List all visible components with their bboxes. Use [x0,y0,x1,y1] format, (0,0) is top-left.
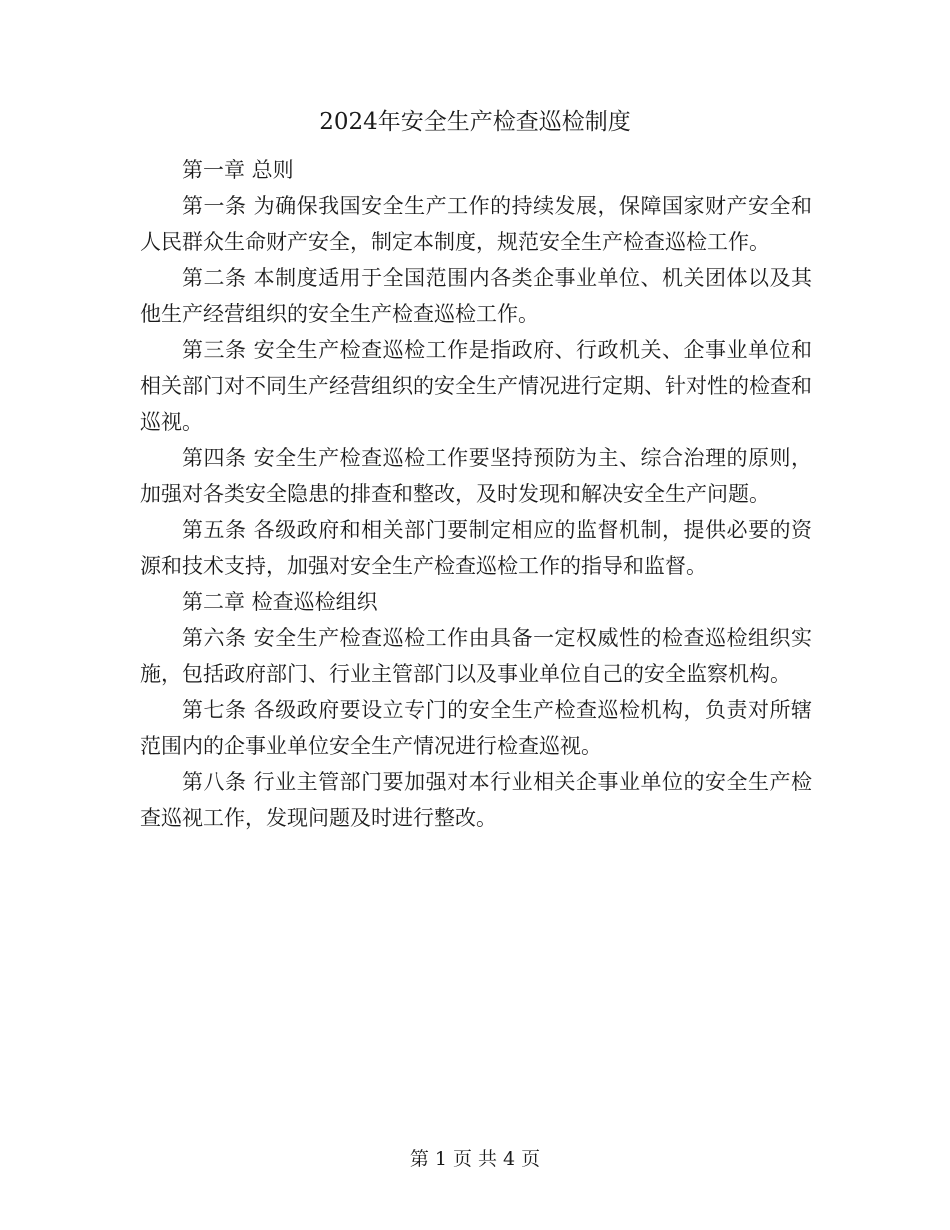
page-number-footer: 第 1 页 共 4 页 [409,1148,541,1170]
document-body [140,152,812,836]
article-paragraph: 第一条 为确保我国安全生产工作的持续发展，保障国家财产安全和人民群众生命财产安全，制定本制度，规范安全生产检查巡检工作。 [140,194,812,254]
article-paragraph: 第四条 安全生产检查巡检工作要坚持预防为主、综合治理的原则，加强对各类安全隐患的排查和整改，及时发现和解决安全生产问题。 [140,446,812,506]
article-paragraph: 第六条 安全生产检查巡检工作由具备一定权威性的检查巡检组织实施，包括政府部门、行业主管部门以及事业单位自己的安全监察机构。 [140,626,812,686]
article-paragraph: 第七条 各级政府要设立专门的安全生产检查巡检机构，负责对所辖范围内的企事业单位安全生产情况进行检查巡视。 [140,698,812,758]
chapter-heading: 第二章 检查巡检组织 [182,590,378,614]
article-paragraph: 第三条 安全生产检查巡检工作是指政府、行政机关、企事业单位和相关部门对不同生产经营组织的安全生产情况进行定期、针对性的检查和巡视。 [140,338,812,434]
document-title: 2024年安全生产检查巡检制度 [319,109,631,135]
article-paragraph: 第二条 本制度适用于全国范围内各类企事业单位、机关团体以及其他生产经营组织的安全生产检查巡检工作。 [140,266,812,326]
chapter-heading: 第一章 总则 [182,158,294,182]
article-paragraph: 第五条 各级政府和相关部门要制定相应的监督机制，提供必要的资源和技术支持，加强对安全生产检查巡检工作的指导和监督。 [140,518,812,578]
article-paragraph: 第八条 行业主管部门要加强对本行业相关企事业单位的安全生产检查巡视工作，发现问题及时进行整改。 [140,770,812,830]
